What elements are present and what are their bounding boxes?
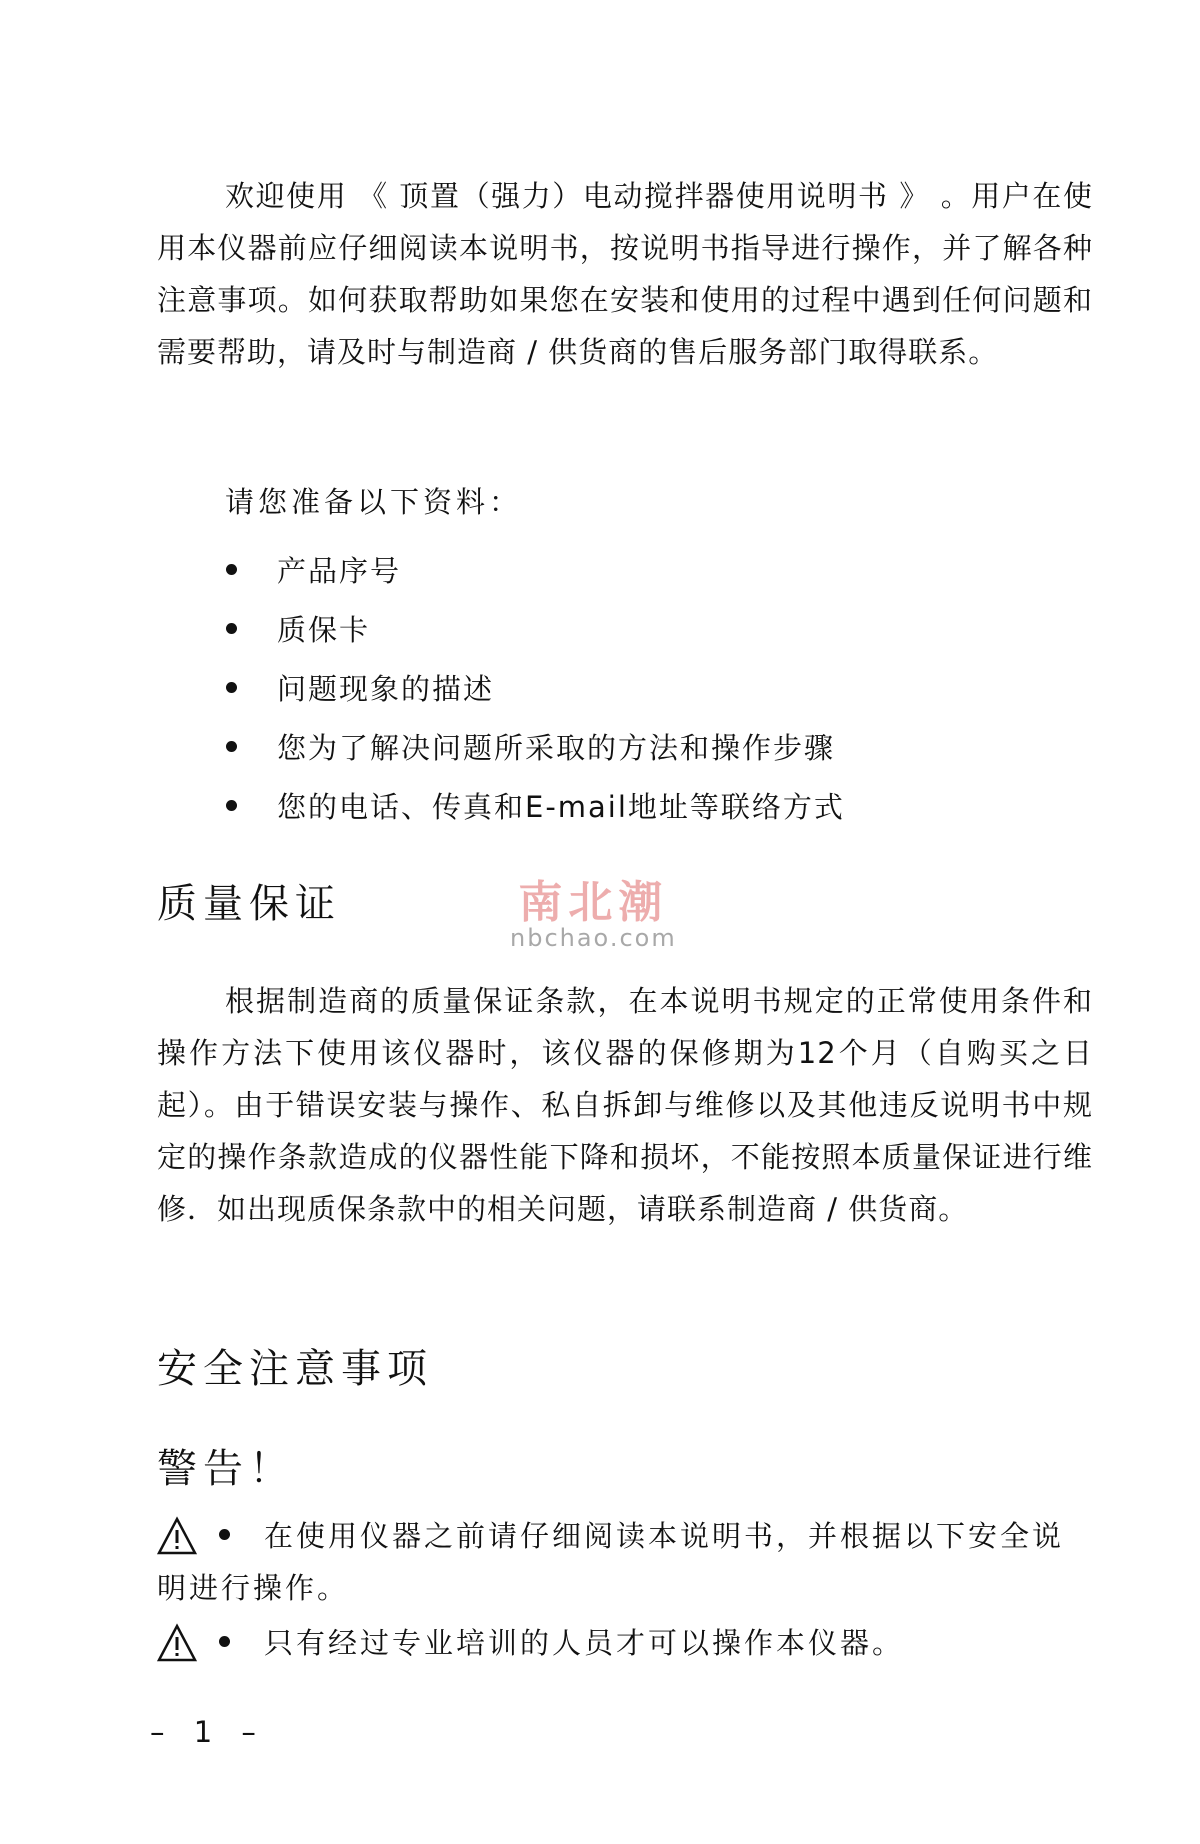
list-item-label: 您的电话、传真和E-mail地址等联络方式 xyxy=(277,790,845,824)
page-number: – 1 – xyxy=(150,1715,266,1749)
safety-heading: 安全注意事项 xyxy=(157,1346,433,1392)
watermark-logo xyxy=(510,878,677,952)
warning-heading: 警告！ xyxy=(157,1446,295,1492)
list-item-label: 质保卡 xyxy=(277,613,371,647)
list-item xyxy=(220,599,845,658)
list-item xyxy=(220,776,845,835)
bullet-icon xyxy=(226,564,237,575)
intro-paragraph: 欢迎使用 《 顶置（强力）电动搅拌器使用说明书 》 。用户在使用本仪器前应仔细阅读本说明书，按说明书指导进行操作，并了解各种注意事项。如何获取帮助如果您在安装和使用的过程中遇到任何问题和需要帮助，请及时与制造商 / 供货商的售后服务部门取得联系。 xyxy=(157,179,1093,369)
prepare-label: 请您准备以下资料： xyxy=(225,485,523,519)
list-item-label: 产品序号 xyxy=(277,554,402,588)
bullet-icon xyxy=(219,1529,230,1540)
prepare-list xyxy=(220,540,845,835)
quality-heading: 质量保证 xyxy=(157,881,341,927)
warning-item xyxy=(157,1617,1093,1669)
warranty-paragraph: 根据制造商的质量保证条款，在本说明书规定的正常使用条件和操作方法下使用该仪器时，该仪器的保修期为12个月（自购买之日起）。由于错误安装与操作、私自拆卸与维修以及其他违反说明书中规定的操作条款造成的仪器性能下降和损坏，不能按照本质量保证进行维修．如出现质保条款中的相关问题，请联系制造商 / 供货商。 xyxy=(157,984,1093,1226)
warning-item xyxy=(157,1510,1093,1614)
list-item xyxy=(220,717,845,776)
warning-text: 在使用仪器之前请仔细阅读本说明书，并根据以下安全说明进行操作。 xyxy=(157,1519,1065,1605)
watermark-cn: 南北潮 xyxy=(518,877,669,928)
bullet-icon xyxy=(226,800,237,811)
bullet-icon xyxy=(226,623,237,634)
bullet-icon xyxy=(226,741,237,752)
bullet-icon xyxy=(219,1636,230,1647)
list-item xyxy=(220,540,845,599)
watermark-en: nbchao.com xyxy=(510,924,677,952)
warning-triangle-icon xyxy=(157,1623,197,1663)
warning-text: 只有经过专业培训的人员才可以操作本仪器。 xyxy=(264,1626,905,1660)
list-item-label: 问题现象的描述 xyxy=(277,672,495,706)
list-item-label: 您为了解决问题所采取的方法和操作步骤 xyxy=(277,731,836,765)
list-item xyxy=(220,658,845,717)
warning-triangle-icon xyxy=(157,1516,197,1556)
bullet-icon xyxy=(226,682,237,693)
